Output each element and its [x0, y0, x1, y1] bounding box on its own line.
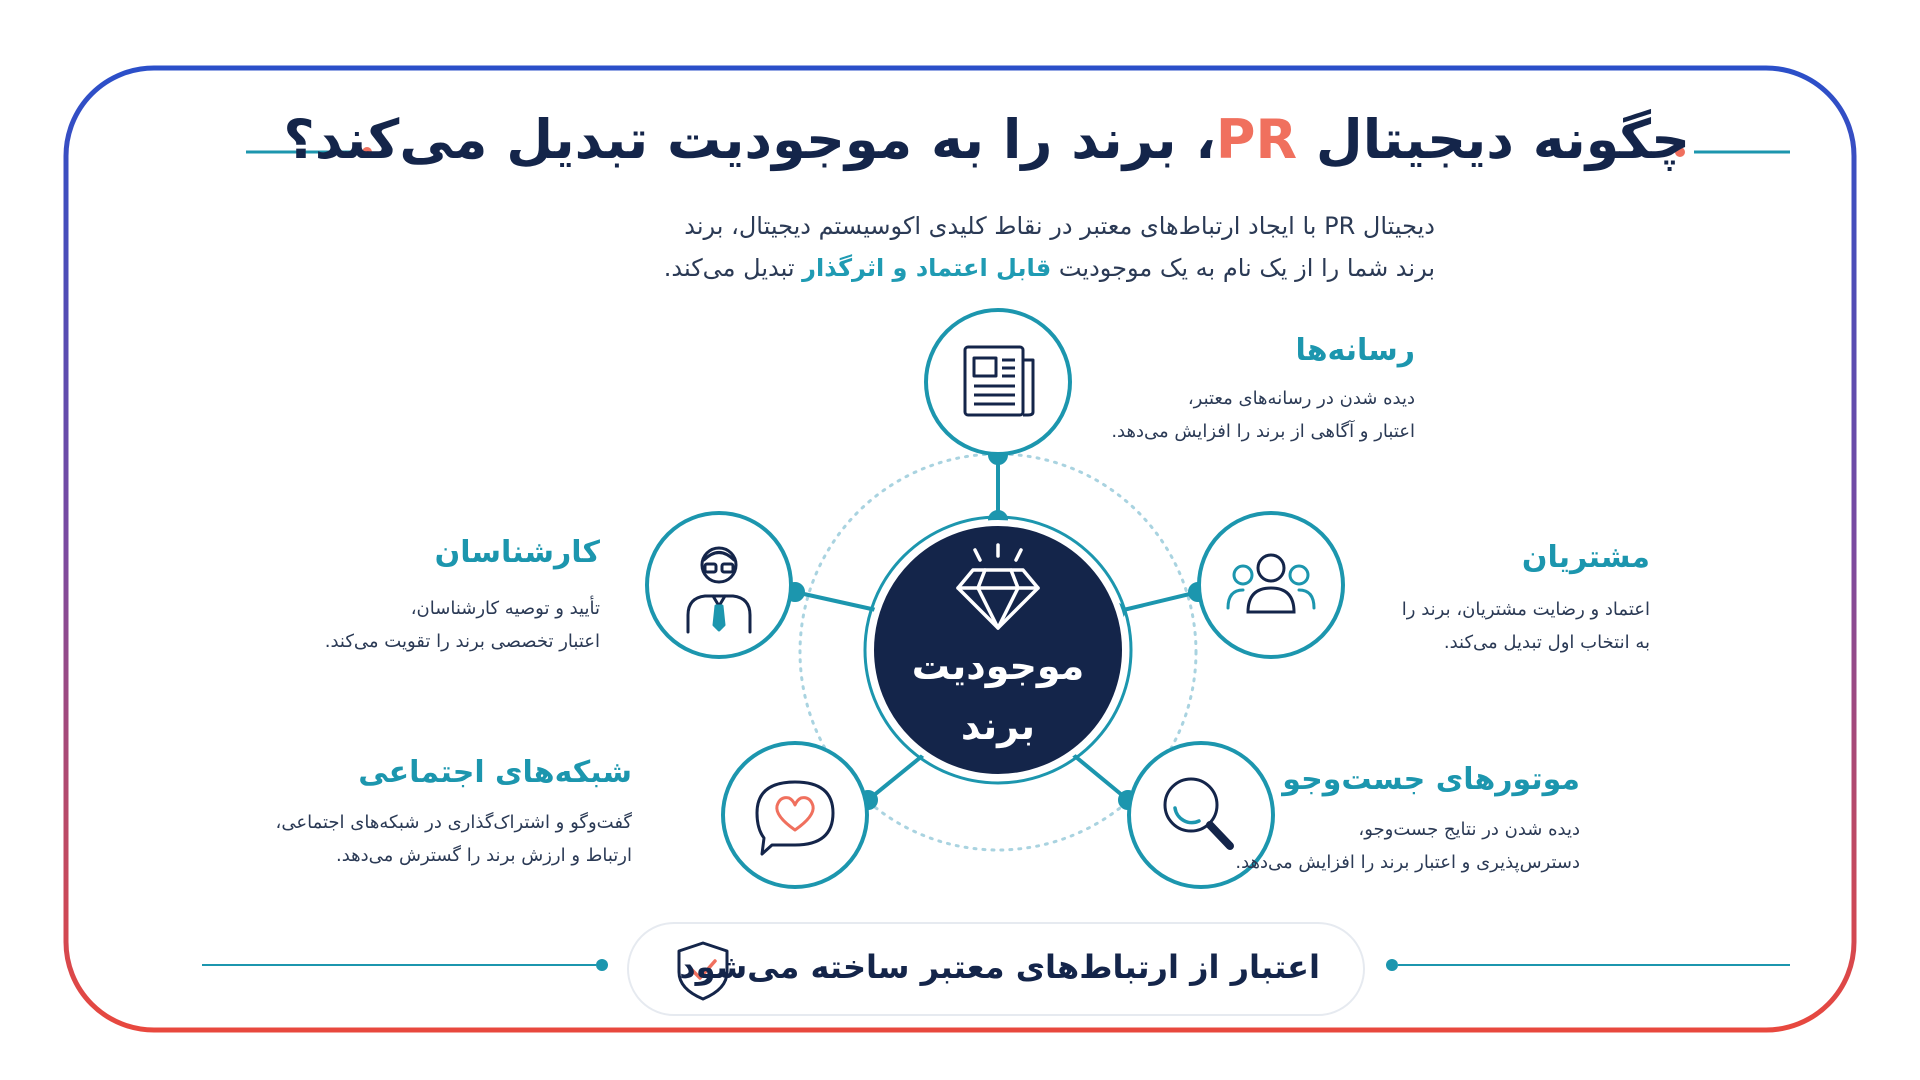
search-title: موتورهای جست‌وجو [1282, 762, 1580, 797]
intro-line2-highlight: قابل اعتماد و اثرگذار [802, 254, 1052, 282]
experts-desc2: اعتبار تخصصی برند را تقویت می‌کند. [324, 631, 600, 652]
center-line1: موجودیت [911, 644, 1085, 688]
title-part2: ، برند را به موجودیت تبدیل می‌کند؟ [283, 108, 1216, 171]
media-title: رسانه‌ها [1295, 333, 1415, 368]
page-title [283, 108, 1690, 171]
footer-text: اعتبار از ارتباط‌های معتبر ساخته می‌شود [679, 948, 1320, 986]
search-desc2: دسترس‌پذیری و اعتبار برند را افزایش می‌دهد. [1235, 852, 1580, 873]
customers-desc2: به انتخاب اول تبدیل می‌کند. [1443, 632, 1650, 653]
customers-node [1199, 513, 1343, 657]
title-part1: چگونه دیجیتال [1297, 108, 1690, 171]
experts-text [325, 535, 600, 658]
title-decoration-right [1675, 147, 1790, 157]
title-highlight: PR [1215, 108, 1298, 171]
media-node [926, 310, 1070, 454]
customers-desc1: اعتماد و رضایت مشتریان، برند را [1401, 599, 1650, 620]
customers-text [1402, 540, 1650, 659]
experts-node [647, 513, 791, 657]
footer-decoration-left [202, 959, 608, 971]
search-desc1: دیده شدن در نتایج جست‌وجو، [1358, 819, 1580, 840]
experts-desc1: تأیید و توصیه کارشناسان، [410, 598, 600, 619]
footer-decoration-right [1386, 959, 1790, 971]
social-node [723, 743, 867, 887]
social-title: شبکه‌های اجتماعی [358, 755, 632, 790]
center-line2: برند [960, 704, 1036, 748]
intro-line1: دیجیتال PR با ایجاد ارتباط‌های معتبر در نقاط کلیدی اکوسیستم دیجیتال، برند [684, 212, 1435, 240]
intro-line2-end: تبدیل می‌کند. [663, 254, 803, 282]
center-label [858, 636, 1138, 756]
search-text [1235, 762, 1580, 879]
intro-line2 [535, 247, 1435, 289]
intro-line2-start: برند شما را از یک نام به یک موجودیت [1051, 254, 1435, 282]
media-desc2: اعتبار و آگاهی از برند را افزایش می‌دهد. [1111, 421, 1415, 442]
media-desc1: دیده شدن در رسانه‌های معتبر، [1187, 388, 1415, 409]
customers-title: مشتریان [1521, 540, 1650, 575]
social-desc1: گفت‌وگو و اشتراک‌گذاری در شبکه‌های اجتماعی، [275, 812, 632, 833]
experts-title: کارشناسان [434, 535, 600, 570]
social-text [276, 755, 632, 872]
intro-paragraph [535, 205, 1435, 289]
media-text [1111, 333, 1415, 448]
social-desc2: ارتباط و ارزش برند را گسترش می‌دهد. [335, 845, 632, 866]
